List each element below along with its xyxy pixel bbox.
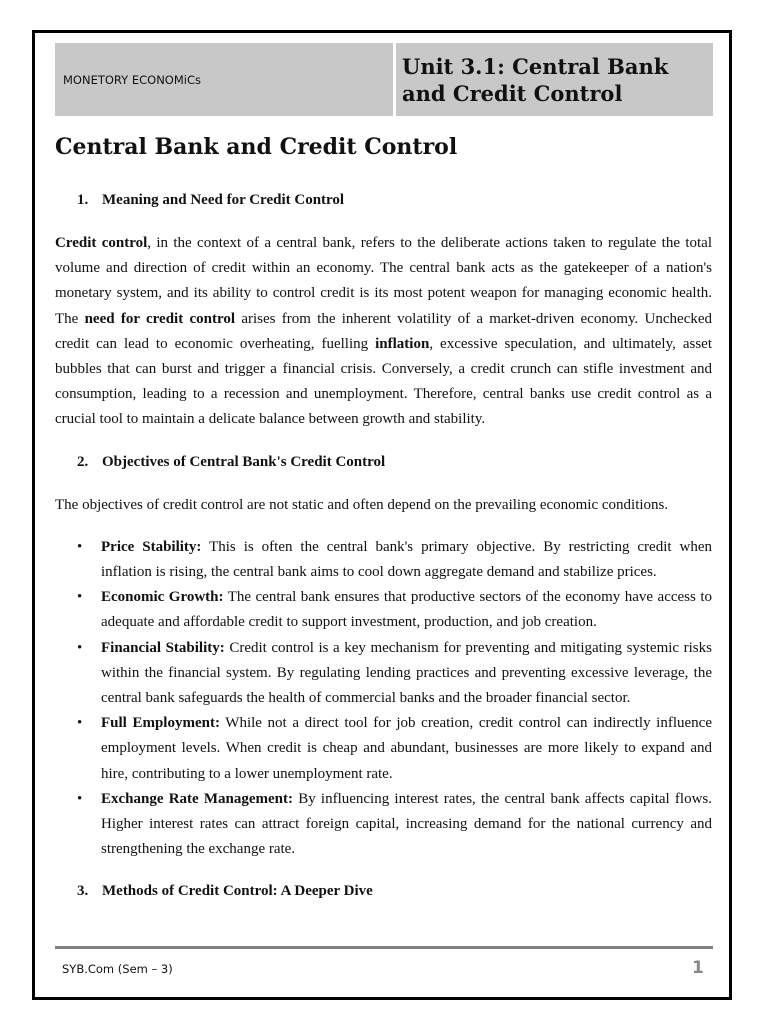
paragraph-text: , in the context of a central bank, refers to the deliberate actions taken to regulate the total volume and direction of credit within an economy. The central bank acts as the gatekeeper of a nation's monetary system, and its ability to control credit is its most potent weapon for managing economic health. The [55, 235, 712, 327]
header-subject: MONETORY ECONOMiCs [55, 43, 393, 116]
bullet-text: While not a direct tool for job creation, credit control can indirectly influence employment levels. When credit is cheap and abundant, businesses are more likely to expand and hire, contributing to a lower unemployment rate. [101, 715, 712, 782]
section-heading-3 [55, 879, 712, 904]
list-item [55, 535, 712, 585]
section-number: 2. [77, 453, 89, 470]
bullet-term: Economic Growth: [101, 589, 224, 606]
section-title: Methods of Credit Control: A Deeper Dive [102, 883, 373, 900]
footer-course: SYB.Com (Sem – 3) [62, 962, 173, 976]
bold-term: inflation [375, 335, 430, 352]
footer-divider [55, 946, 713, 949]
bold-term: Credit control [55, 235, 148, 251]
list-item [55, 787, 712, 863]
section-title: Objectives of Central Bank's Credit Control [102, 453, 386, 470]
page-header [55, 43, 713, 116]
bullet-term: Full Employment: [101, 715, 220, 732]
bullet-term: Financial Stability: [101, 639, 225, 656]
section-heading-1 [55, 188, 712, 213]
section-title: Meaning and Need for Credit Control [102, 192, 345, 208]
document-content [55, 130, 712, 922]
paragraph-text: arises from the inherent volatility of a market-driven economy. Unchecked credit can lead to economic overheating, fuelling [55, 310, 713, 352]
bullet-text: This is often the central bank's primary objective. By restricting credit when inflation is rising, the central bank aims to cool down aggregate demand and stabilize prices. [101, 538, 712, 581]
objectives-list [55, 535, 712, 863]
paragraph-text: , excessive speculation, and ultimately, asset bubbles that can burst and trigger a financial crisis. Conversely, a credit crunch can stifle investment and consumption, leading to a recession and unemployment. Therefore, central banks use credit control as a crucial tool to maintain a delicate balance between growth and stability. [55, 335, 712, 428]
bullet-text: The central bank ensures that productive sectors of the economy have access to adequate and affordable credit to support investment, production, and job creation. [101, 589, 712, 631]
bullet-term: Exchange Rate Management: [101, 790, 294, 807]
header-unit-title: Unit 3.1: Central Bank and Credit Control [393, 43, 713, 116]
section-number: 1. [77, 192, 89, 208]
bold-term: need for credit control [84, 310, 236, 327]
meaning-paragraph [55, 231, 712, 433]
section-number: 3. [77, 883, 89, 900]
page-number: 1 [692, 958, 704, 978]
section-heading-2 [55, 450, 712, 475]
bullet-text: By influencing interest rates, the central bank affects capital flows. Higher interest rates can attract foreign capital, increasing demand for the national currency and strengthening the exchange rate. [101, 790, 712, 858]
objectives-intro: The objectives of credit control are not static and often depend on the prevailing economic conditions. [55, 496, 669, 513]
bullet-term: Price Stability: [101, 538, 202, 555]
list-item [55, 585, 712, 635]
list-item [55, 636, 712, 712]
page-title: Central Bank and Credit Control [55, 134, 458, 160]
list-item [55, 711, 712, 787]
bullet-text: Credit control is a key mechanism for preventing and mitigating systemic risks within the financial system. By regulating lending practices and preventing excessive leverage, the central bank safeguards the health of commercial banks and the broader financial sector. [101, 639, 712, 707]
